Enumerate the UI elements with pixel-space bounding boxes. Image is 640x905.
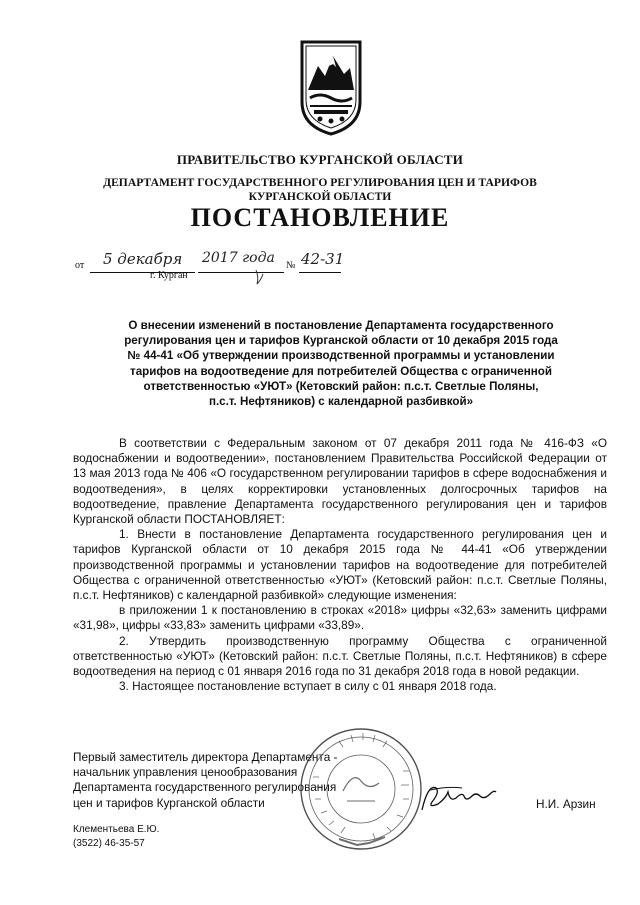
signatory-line-3: Департамента государственного регулирования (73, 780, 337, 795)
date-line (75, 250, 375, 284)
coat-of-arms-emblem (298, 40, 364, 136)
signatory-line-4: цен и тарифов Курганской области (73, 795, 265, 810)
document-type-title: ПОСТАНОВЛЕНИЕ (190, 203, 450, 232)
signatory-name: Н.И. Арзин (536, 797, 596, 811)
year-underline (198, 272, 284, 273)
subject-line-4: тарифов на водоотведение для потребителей Общества с ограниченной (130, 364, 552, 378)
item-3-paragraph: 3. Настоящее постановление вступает в силу с 01 января 2018 года. (119, 679, 497, 694)
handwritten-number: 42-31 (301, 250, 345, 268)
department-line-1: ДЕПАРТАМЕНТ ГОСУДАРСТВЕННОГО РЕГУЛИРОВАНИЯ ЦЕН И ТАРИФОВ (103, 176, 537, 189)
preamble-paragraph: В соответствии с Федеральным законом от 07 декабря 2011 года № 416-ФЗ «О водоснабжении и водоотведении», постановлением Правительства Российской Федерации от 13 мая 2013 года № 406 «О государственном регулировании тарифов в сфере водоснабжения и водоотведения», в целях корректировки установленных долгосрочных тарифов на водоотведение, правление Департамента государственного регулирования цен и тарифов Курганской области ПОСТАНОВЛЯЕТ: (73, 436, 607, 527)
document-body (73, 436, 607, 694)
date-prefix: от (75, 260, 85, 271)
signatory-title-block (73, 750, 337, 811)
handwritten-signature (418, 780, 498, 816)
number-underline (299, 272, 341, 273)
item-1-paragraph: 1. Внести в постановление Департамента государственного регулирования цен и тарифов Курганской области от 10 декабря 2015 года № 44-41 «Об утверждении производственной программы и установлении тарифов на водоотведение для потребителей Общества с ограниченной ответственностью «УЮТ» (Кетовский район: п.с.т. Светлые Поляны, п.с.т. Нефтяников) с календарной разбивкой» следующие изменения: (73, 527, 607, 603)
city-label: г. Курган (150, 270, 188, 281)
item-2-paragraph: 2. Утвердить производственную программу Общества с ограниченной ответственностью «УЮТ» (Кетовский район: п.с.т. Светлые Поляны, п.с.т. Нефтяников) в сфере водоотведения на период с 01 января 2016 года по 31 декабря 2018 года в новой редакции. (73, 633, 607, 679)
subject-line-5: ответственностью «УЮТ» (Кетовский район: п.с.т. Светлые Поляны, (143, 379, 539, 393)
executor-phone: (3522) 46-35-57 (73, 838, 145, 849)
subject-line-6: п.с.т. Нефтяников) с календарной разбивкой» (208, 395, 474, 409)
official-seal-stamp (299, 727, 423, 851)
number-label: № (286, 260, 296, 271)
handwritten-year: 2017 года (202, 250, 275, 266)
handwritten-day-month: 5 декабря (103, 250, 183, 268)
government-name: ПРАВИТЕЛЬСТВО КУРГАНСКОЙ ОБЛАСТИ (176, 152, 464, 167)
executor-block (73, 823, 159, 851)
executor-name: Клементьева Е.Ю. (73, 824, 160, 835)
department-name (40, 176, 600, 204)
subject-line-3: № 44-41 «Об утверждении производственной программы и установлении (127, 349, 555, 363)
pen-hook-mark (253, 268, 265, 286)
document-subject (92, 318, 590, 409)
signatory-line-1: Первый заместитель директора Департамента - (73, 750, 338, 764)
item-1-change-paragraph: в приложении 1 к постановлению в строках «2018» цифры «32,63» заменить цифрами «31,98», цифры «33,83» заменить цифрами «33,89». (73, 603, 607, 633)
subject-line-2: регулирования цен и тарифов Курганской области от 10 декабря 2015 года (124, 334, 558, 348)
department-line-2: КУРГАНСКОЙ ОБЛАСТИ (248, 190, 392, 203)
subject-line-1: О внесении изменений в постановление Департамента государственного (128, 319, 554, 332)
signatory-line-2: начальник управления ценообразования (73, 765, 298, 780)
